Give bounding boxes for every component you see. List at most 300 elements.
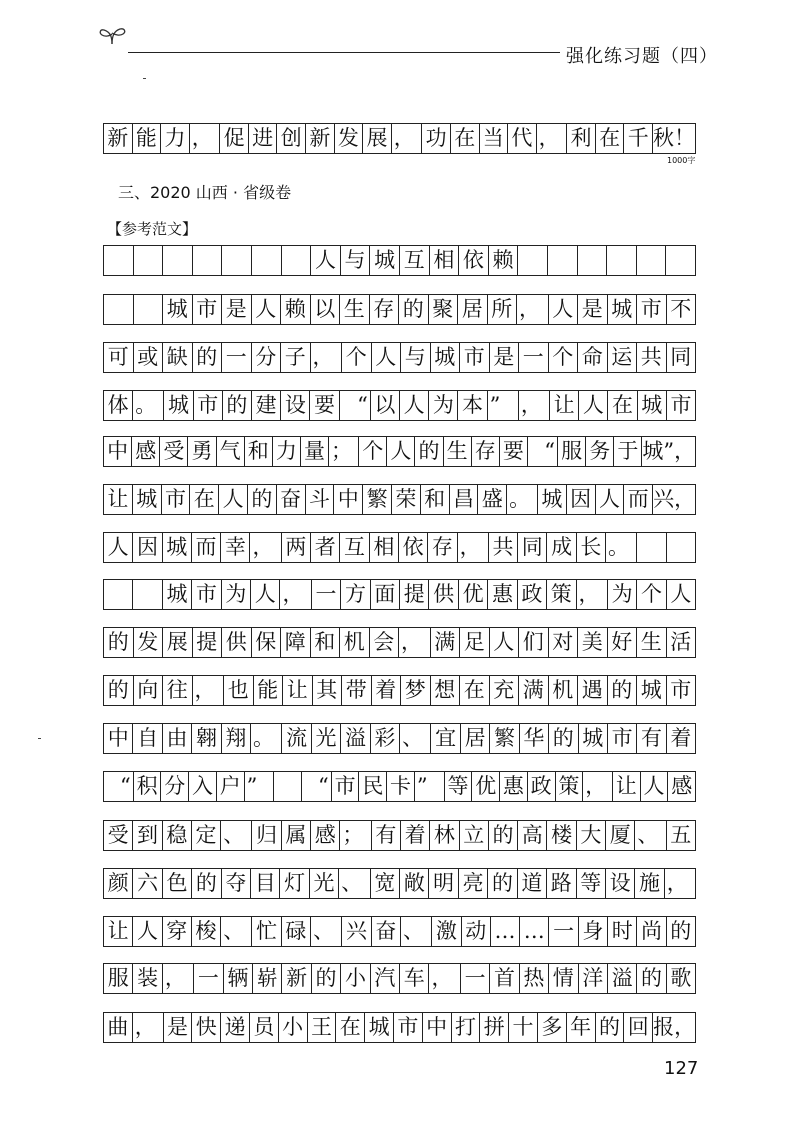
grid-cell: 市 bbox=[636, 295, 666, 324]
grid-cell: 道 bbox=[517, 869, 546, 898]
grid-cell bbox=[162, 246, 192, 275]
grid-cell: 代 bbox=[507, 124, 536, 153]
grid-cell: 秋！ bbox=[652, 124, 696, 153]
grid-cell: 互 bbox=[399, 246, 429, 275]
grid-cell bbox=[103, 246, 133, 275]
grid-cell: 服 bbox=[557, 437, 585, 466]
grid-cell: 中 bbox=[422, 1013, 451, 1042]
grid-cell: 要 bbox=[499, 437, 527, 466]
grid-cell: 在 bbox=[595, 124, 624, 153]
grid-cell: 同 bbox=[666, 343, 697, 372]
grid-cell: 一 bbox=[518, 343, 548, 372]
grid-cell: 的 bbox=[636, 964, 665, 993]
grid-cell: 城 bbox=[537, 485, 566, 514]
grid-cell: 为 bbox=[428, 391, 457, 420]
grid-cell: ， bbox=[428, 964, 459, 993]
grid-cell: 入 bbox=[188, 772, 216, 801]
grid-cell: “ bbox=[301, 772, 331, 801]
grid-cell: ， bbox=[132, 1013, 163, 1042]
grid-cell: 目 bbox=[250, 869, 279, 898]
grid-cell bbox=[636, 533, 665, 562]
grid-cell: 体 bbox=[103, 391, 132, 420]
page-number: 127 bbox=[664, 1058, 699, 1079]
grid-cell: 稳 bbox=[162, 821, 191, 850]
grid-cell: 曲 bbox=[103, 1013, 132, 1042]
grid-cell: 人 bbox=[640, 772, 668, 801]
grid-cell: 敞 bbox=[399, 869, 428, 898]
grid-cell: 。 bbox=[506, 485, 537, 514]
grid-cell: 优 bbox=[471, 772, 499, 801]
grid-cell: 惠 bbox=[499, 772, 527, 801]
grid-row bbox=[103, 963, 696, 994]
grid-cell: 梦 bbox=[400, 676, 430, 705]
grid-cell: “ bbox=[103, 772, 133, 801]
grid-cell: 于 bbox=[613, 437, 641, 466]
grid-cell: 人 bbox=[489, 628, 519, 657]
grid-cell: 兴， bbox=[652, 485, 696, 514]
grid-cell: 户 bbox=[216, 772, 244, 801]
grid-row bbox=[103, 627, 696, 658]
grid-cell: 让 bbox=[612, 772, 640, 801]
grid-cell: 缺 bbox=[162, 343, 192, 372]
grid-cell: 市 bbox=[666, 391, 696, 420]
grid-cell: ， bbox=[398, 628, 430, 657]
grid-cell: 让 bbox=[103, 485, 132, 514]
grid-cell: 市 bbox=[161, 485, 190, 514]
grid-cell bbox=[577, 246, 607, 275]
grid-cell: 人 bbox=[595, 485, 624, 514]
grid-cell: 赖 bbox=[488, 246, 518, 275]
word-count-marker: 1000字 bbox=[667, 156, 696, 165]
grid-cell bbox=[251, 246, 281, 275]
grid-cell: 身 bbox=[578, 917, 607, 946]
grid-cell: ， bbox=[457, 533, 488, 562]
grid-cell: 。 bbox=[132, 391, 163, 420]
grid-cell: 、 bbox=[399, 724, 430, 753]
grid-cell: 拼 bbox=[479, 1013, 508, 1042]
grid-cell: 定 bbox=[191, 821, 220, 850]
grid-cell: 个 bbox=[358, 437, 386, 466]
grid-cell: ” bbox=[244, 772, 274, 801]
grid-cell: 碌 bbox=[281, 917, 310, 946]
grid-cell: 人 bbox=[250, 580, 279, 609]
grid-cell bbox=[636, 246, 666, 275]
grid-cell: 积 bbox=[133, 772, 161, 801]
grid-cell: 归 bbox=[251, 821, 280, 850]
grid-cell: 的 bbox=[487, 869, 516, 898]
grid-cell: 汽 bbox=[370, 964, 399, 993]
grid-cell: 梭 bbox=[191, 917, 220, 946]
grid-cell: 的 bbox=[666, 917, 696, 946]
grid-cell: 、 bbox=[400, 917, 431, 946]
grid-cell: 政 bbox=[517, 580, 546, 609]
grid-cell: 回 bbox=[623, 1013, 652, 1042]
grid-cell: 市 bbox=[191, 580, 220, 609]
grid-row bbox=[103, 820, 696, 851]
grid-cell: 有 bbox=[636, 724, 665, 753]
grid-cell: 的 bbox=[311, 964, 340, 993]
grid-cell bbox=[103, 295, 133, 324]
grid-cell: 人 bbox=[103, 533, 132, 562]
grid-cell: 、 bbox=[310, 917, 341, 946]
grid-cell: 的 bbox=[488, 821, 517, 850]
grid-cell: 一 bbox=[221, 343, 251, 372]
grid-cell: 依 bbox=[398, 533, 427, 562]
grid-cell: 的 bbox=[414, 437, 442, 466]
grid-cell: 递 bbox=[220, 1013, 249, 1042]
grid-cell: 的 bbox=[595, 1013, 624, 1042]
grid-cell: 洋 bbox=[578, 964, 607, 993]
grid-cell: 因 bbox=[566, 485, 595, 514]
grid-cell: 人 bbox=[666, 580, 696, 609]
grid-cell: 中 bbox=[333, 485, 362, 514]
grid-cell: 子 bbox=[280, 343, 310, 372]
grid-cell: 城 bbox=[163, 391, 192, 420]
grid-cell: 建 bbox=[251, 391, 280, 420]
grid-cell: 宜 bbox=[430, 724, 459, 753]
grid-cell: 赖 bbox=[280, 295, 310, 324]
grid-cell: 依 bbox=[458, 246, 488, 275]
grid-cell: 一 bbox=[460, 964, 489, 993]
grid-cell bbox=[281, 246, 311, 275]
grid-cell: 人 bbox=[386, 437, 414, 466]
grid-cell: 足 bbox=[459, 628, 489, 657]
grid-cell: 尚 bbox=[636, 917, 665, 946]
grid-cell bbox=[517, 246, 547, 275]
grid-cell: 对 bbox=[548, 628, 578, 657]
grid-cell: 机 bbox=[339, 628, 369, 657]
grid-cell: 在 bbox=[607, 391, 636, 420]
grid-row bbox=[103, 579, 696, 610]
grid-cell: 的 bbox=[247, 485, 276, 514]
grid-cell: 和 bbox=[310, 628, 340, 657]
grid-cell: 展 bbox=[162, 628, 192, 657]
grid-cell: 人 bbox=[218, 485, 247, 514]
grid-cell: 的 bbox=[103, 676, 133, 705]
grid-cell: 优 bbox=[458, 580, 487, 609]
grid-cell: 和 bbox=[244, 437, 272, 466]
grid-cell: 居 bbox=[457, 295, 487, 324]
grid-cell: 斗 bbox=[305, 485, 334, 514]
grid-cell: 感 bbox=[131, 437, 159, 466]
grid-cell: 命 bbox=[577, 343, 607, 372]
grid-cell: 城 bbox=[162, 580, 191, 609]
grid-cell: 共 bbox=[636, 343, 666, 372]
sprout-icon bbox=[98, 22, 128, 46]
grid-cell: 城 bbox=[607, 295, 637, 324]
grid-row bbox=[103, 916, 696, 947]
grid-cell: 力 bbox=[272, 437, 300, 466]
grid-cell: 歌 bbox=[666, 964, 696, 993]
grid-cell: 着 bbox=[666, 724, 696, 753]
grid-cell bbox=[665, 246, 696, 275]
grid-cell: … bbox=[490, 917, 519, 946]
grid-cell: 美 bbox=[577, 628, 607, 657]
grid-cell: 灯 bbox=[279, 869, 308, 898]
grid-cell: 快 bbox=[191, 1013, 220, 1042]
grid-cell: 务 bbox=[585, 437, 613, 466]
grid-cell: 好 bbox=[607, 628, 637, 657]
grid-cell: 新 bbox=[305, 124, 334, 153]
grid-cell: 设 bbox=[605, 869, 634, 898]
grid-cell: 是 bbox=[489, 343, 519, 372]
section-heading: 三、2020 山西 · 省级卷 bbox=[118, 183, 292, 202]
grid-cell: 保 bbox=[251, 628, 281, 657]
grid-cell: 市 bbox=[459, 343, 489, 372]
grid-cell: 让 bbox=[549, 391, 578, 420]
grid-cell: 促 bbox=[219, 124, 248, 153]
grid-cell: 以 bbox=[370, 391, 399, 420]
grid-cell: 彩 bbox=[370, 724, 399, 753]
grid-cell: 运 bbox=[607, 343, 637, 372]
grid-cell: 、 bbox=[220, 917, 251, 946]
grid-cell: 或 bbox=[133, 343, 163, 372]
grid-cell: 者 bbox=[310, 533, 339, 562]
grid-cell: 宽 bbox=[370, 869, 399, 898]
grid-cell: 五 bbox=[666, 821, 696, 850]
grid-cell: 穿 bbox=[162, 917, 191, 946]
grid-cell: 首 bbox=[489, 964, 518, 993]
grid-cell: 打 bbox=[451, 1013, 480, 1042]
grid-cell: 为 bbox=[221, 580, 250, 609]
grid-cell: 展 bbox=[362, 124, 391, 153]
grid-cell: 新 bbox=[281, 964, 310, 993]
grid-cell: 本 bbox=[457, 391, 486, 420]
grid-cell: 让 bbox=[103, 917, 132, 946]
grid-cell: 个 bbox=[548, 343, 578, 372]
grid-cell: 个 bbox=[341, 343, 371, 372]
grid-cell: 障 bbox=[280, 628, 310, 657]
grid-cell: ； bbox=[328, 437, 358, 466]
grid-cell: 成 bbox=[546, 533, 575, 562]
grid-cell: 华 bbox=[519, 724, 548, 753]
grid-cell: 等 bbox=[576, 869, 605, 898]
grid-row bbox=[103, 1012, 696, 1043]
grid-cell: 想 bbox=[430, 676, 460, 705]
grid-cell: 城 bbox=[132, 485, 161, 514]
grid-cell: 中 bbox=[103, 437, 131, 466]
grid-cell: 的 bbox=[607, 676, 637, 705]
grid-cell: 城 bbox=[637, 391, 666, 420]
grid-cell: 翔 bbox=[221, 724, 250, 753]
grid-cell: 流 bbox=[281, 724, 310, 753]
grid-cell: 个 bbox=[636, 580, 665, 609]
scan-speck bbox=[38, 738, 41, 739]
grid-cell: 辆 bbox=[223, 964, 252, 993]
grid-cell: 是 bbox=[577, 295, 607, 324]
grid-cell: 与 bbox=[400, 343, 430, 372]
grid-cell: 们 bbox=[518, 628, 548, 657]
grid-cell: 夺 bbox=[221, 869, 250, 898]
grid-cell: 充 bbox=[489, 676, 519, 705]
grid-row bbox=[103, 294, 696, 325]
grid-cell: 溢 bbox=[607, 964, 636, 993]
grid-cell: 存 bbox=[369, 295, 399, 324]
grid-cell: ， bbox=[189, 124, 220, 153]
grid-row bbox=[103, 723, 696, 754]
grid-cell: 面 bbox=[370, 580, 399, 609]
grid-cell: 小 bbox=[340, 964, 369, 993]
grid-cell: 居 bbox=[460, 724, 489, 753]
grid-cell: 城 bbox=[162, 295, 192, 324]
grid-cell: 满 bbox=[518, 676, 548, 705]
grid-cell: 属 bbox=[281, 821, 310, 850]
grid-cell: 激 bbox=[431, 917, 460, 946]
grid-cell: 往 bbox=[162, 676, 192, 705]
grid-cell: ； bbox=[339, 821, 370, 850]
grid-cell: 林 bbox=[429, 821, 458, 850]
grid-cell: 城 bbox=[369, 246, 399, 275]
grid-cell: ， bbox=[279, 580, 310, 609]
grid-cell: 的 bbox=[192, 343, 222, 372]
grid-cell: 量 bbox=[300, 437, 328, 466]
grid-cell: 奋 bbox=[371, 917, 400, 946]
grid-cell: ， bbox=[576, 580, 607, 609]
grid-cell: 翱 bbox=[191, 724, 220, 753]
grid-cell: 颜 bbox=[103, 869, 132, 898]
grid-cell: 市 bbox=[331, 772, 359, 801]
grid-cell: 方 bbox=[340, 580, 369, 609]
grid-cell: 而 bbox=[623, 485, 652, 514]
grid-cell: 繁 bbox=[362, 485, 391, 514]
grid-cell: ， bbox=[249, 533, 280, 562]
grid-cell: ， bbox=[582, 772, 612, 801]
grid-cell bbox=[666, 533, 696, 562]
grid-cell: 立 bbox=[459, 821, 488, 850]
grid-cell bbox=[273, 772, 301, 801]
grid-cell: 创 bbox=[276, 124, 305, 153]
grid-cell: 的 bbox=[103, 628, 133, 657]
grid-cell: 提 bbox=[399, 580, 428, 609]
grid-cell: 人 bbox=[371, 343, 401, 372]
grid-cell: 自 bbox=[132, 724, 161, 753]
grid-cell: 力 bbox=[160, 124, 189, 153]
header-title: 强化练习题（四） bbox=[566, 46, 718, 67]
grid-cell: 楼 bbox=[546, 821, 575, 850]
grid-cell: 市 bbox=[193, 391, 222, 420]
grid-cell: 市 bbox=[607, 724, 636, 753]
grid-cell: 一 bbox=[311, 580, 340, 609]
grid-cell: 、 bbox=[338, 869, 369, 898]
grid-cell: 装 bbox=[132, 964, 161, 993]
grid-cell: 明 bbox=[428, 869, 457, 898]
grid-cell: 城 bbox=[636, 676, 666, 705]
grid-cell: 策 bbox=[546, 580, 575, 609]
grid-cell: 城 bbox=[430, 343, 460, 372]
grid-cell: 情 bbox=[548, 964, 577, 993]
grid-cell: 车 bbox=[399, 964, 428, 993]
grid-cell bbox=[192, 246, 222, 275]
grid-cell: 一 bbox=[548, 917, 577, 946]
grid-cell: 人 bbox=[132, 917, 161, 946]
grid-cell bbox=[133, 295, 163, 324]
grid-cell: 发 bbox=[133, 628, 163, 657]
grid-cell: 聚 bbox=[428, 295, 458, 324]
grid-cell: 城 bbox=[162, 533, 191, 562]
grid-cell bbox=[606, 246, 636, 275]
grid-cell: 昌 bbox=[449, 485, 478, 514]
grid-cell: 策 bbox=[555, 772, 583, 801]
grid-cell: 到 bbox=[132, 821, 161, 850]
grid-cell: 荣 bbox=[391, 485, 420, 514]
grid-cell: 相 bbox=[369, 533, 398, 562]
grid-cell: “ bbox=[527, 437, 557, 466]
grid-cell: 可 bbox=[103, 343, 133, 372]
grid-cell: 。 bbox=[605, 533, 636, 562]
grid-cell: 热 bbox=[519, 964, 548, 993]
grid-cell: 同 bbox=[517, 533, 546, 562]
grid-cell: 向 bbox=[133, 676, 163, 705]
grid-cell: ， bbox=[162, 964, 193, 993]
grid-row bbox=[103, 484, 696, 515]
header-rule bbox=[128, 52, 560, 53]
grid-cell: 路 bbox=[546, 869, 575, 898]
grid-row bbox=[103, 532, 696, 563]
grid-cell: 受 bbox=[103, 821, 132, 850]
grid-row bbox=[103, 390, 696, 421]
grid-cell: 市 bbox=[393, 1013, 422, 1042]
grid-cell: ” bbox=[487, 391, 518, 420]
grid-cell: 由 bbox=[162, 724, 191, 753]
grid-cell: 感 bbox=[667, 772, 696, 801]
grid-cell: 亮 bbox=[458, 869, 487, 898]
grid-cell: 不 bbox=[666, 295, 697, 324]
sample-essay-label: 【参考范文】 bbox=[107, 220, 198, 238]
grid-cell: 人 bbox=[251, 295, 281, 324]
grid-cell: 两 bbox=[281, 533, 310, 562]
grid-cell: 机 bbox=[548, 676, 578, 705]
grid-cell: 兴 bbox=[341, 917, 370, 946]
grid-cell: … bbox=[519, 917, 548, 946]
grid-cell: 奋 bbox=[276, 485, 305, 514]
grid-cell: 生 bbox=[339, 295, 369, 324]
grid-cell: 存 bbox=[427, 533, 456, 562]
grid-cell: 卡 bbox=[386, 772, 414, 801]
grid-cell: 人 bbox=[310, 246, 340, 275]
scan-speck bbox=[143, 78, 146, 79]
grid-cell: 能 bbox=[253, 676, 283, 705]
grid-cell: 设 bbox=[280, 391, 309, 420]
grid-cell: 满 bbox=[430, 628, 460, 657]
grid-cell: 城”， bbox=[641, 437, 696, 466]
grid-cell: 带 bbox=[341, 676, 371, 705]
grid-cell: 时 bbox=[607, 917, 636, 946]
grid-cell: 动 bbox=[461, 917, 490, 946]
grid-cell: 厦 bbox=[605, 821, 634, 850]
grid-cell: 人 bbox=[399, 391, 428, 420]
grid-cell: 服 bbox=[103, 964, 132, 993]
grid-row bbox=[103, 342, 696, 373]
grid-cell: 报， bbox=[652, 1013, 696, 1042]
grid-cell: 城 bbox=[364, 1013, 393, 1042]
grid-cell: 分 bbox=[160, 772, 188, 801]
grid-cell: 的 bbox=[398, 295, 428, 324]
grid-cell: 互 bbox=[339, 533, 368, 562]
grid-cell: 着 bbox=[371, 676, 401, 705]
grid-cell: ， bbox=[516, 295, 548, 324]
grid-cell: ， bbox=[192, 676, 224, 705]
grid-cell: 等 bbox=[444, 772, 472, 801]
grid-cell: 发 bbox=[334, 124, 363, 153]
grid-cell: 千 bbox=[623, 124, 652, 153]
grid-cell: 的 bbox=[548, 724, 577, 753]
grid-row bbox=[103, 868, 696, 899]
grid-cell: 崭 bbox=[252, 964, 281, 993]
grid-cell: 幸 bbox=[220, 533, 249, 562]
grid-cell: 功 bbox=[421, 124, 450, 153]
grid-cell: 在 bbox=[335, 1013, 364, 1042]
grid-cell: 。 bbox=[250, 724, 281, 753]
